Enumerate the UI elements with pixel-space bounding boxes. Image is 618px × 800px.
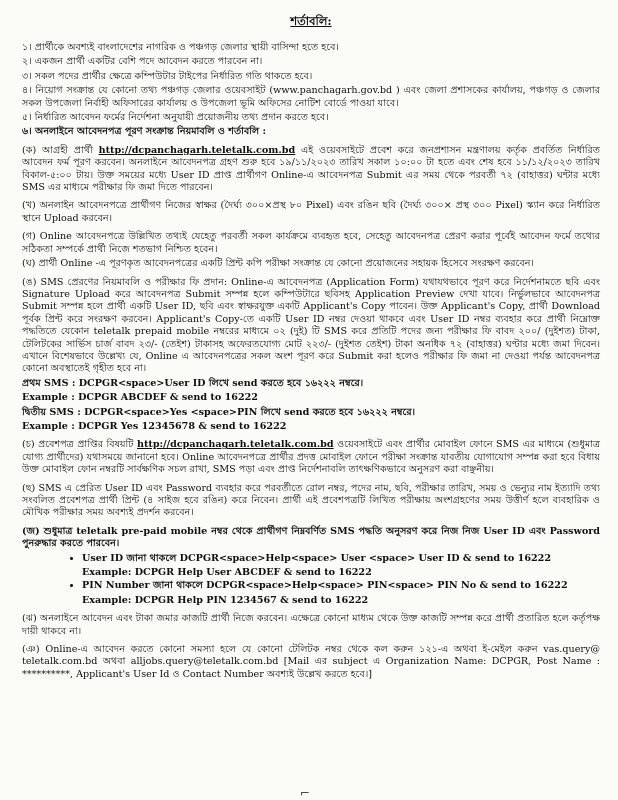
rule-ga: (গ) Online আবেদনপত্রে উল্লিখিত তথ্যই যেহেতু পরবর্তী সকল কার্যক্রমে ব্যবহৃত হবে, সেহেতু আবেদনপত্র প্রেরণ করার পূর্বেই আবেদন ফর্মে তথ্যের সঠিকতা সম্পর্কে প্রার্থী নিজে শতভাগ নিশ্চিত হবেন।: [22, 231, 600, 255]
rule-cha-lead: (চ) প্রবেশপত্র প্রাপ্তির বিষয়টি: [22, 439, 138, 451]
circular-document: [22, 14, 600, 683]
sms-first-example: Example : DCPGR ABCDEF & send to 16222: [22, 392, 258, 404]
rule-cha-text: ওয়েবসাইটে এবং প্রার্থীর মোবাইল ফোনে SMS এর মাধ্যমে (শুধুমাত্র যোগ্য প্রার্থীদের) যথাসময়ে জানানো হবে। Online আবেদনপত্রে প্রার্থীর প্রদত্ত মোবাইল ফোনে পরীক্ষা সংক্রান্ত যাবতীয় যোগাযোগ সম্পন্ন করা হবে বিধায় উক্ত মোবাইল ফোন নম্বরটি সার্বক্ষণিক সচল রাখা, SMS পড়া এবং প্রাপ্ত নির্দেশনাবলি তাৎক্ষণিকভাবে অনুসরণ করা বাঞ্ছনীয়।: [22, 439, 600, 476]
recovery-list: [22, 553, 600, 565]
condition-6-heading: ৬। অনলাইনে আবেদনপত্র পূরণ সংক্রান্ত নিয়মাবলি ও শর্তাবলি :: [22, 126, 267, 138]
rule-gha: (ঘ) প্রার্থী Online -এ পূরণকৃত আবেদনপত্রের একটি প্রিন্ট কপি পরীক্ষা সংক্রান্ত যে কোনো প্রয়োজনের সহায়ক হিসেবে সংরক্ষণ করবেন।: [22, 258, 534, 270]
recovery-list-2: [22, 580, 600, 592]
sms-first: প্রথম SMS : DCPGR<space>User ID লিখে send করতে হবে ১৬২২২ নম্বরে।: [22, 377, 364, 389]
recovery-user-id: • User ID জানা থাকলে DCPGR<space>Help<space> User <space> User ID & send to 16222: [82, 553, 600, 565]
sms-second: দ্বিতীয় SMS : DCPGR<space>Yes <space>PIN লিখে send করতে হবে ১৬২২২ নম্বরে।: [22, 406, 416, 418]
recovery-user-id-example: Example: DCPGR Help User ABCDEF & send to 16222: [82, 567, 372, 579]
rule-uo: (ঙ) SMS প্রেরণের নিয়মাবলি ও পরীক্ষার ফি প্রদান: Online-এ আবেদনপত্র (Application Form) যথাযথভাবে পূরণ করে নির্দেশনামতে ছবি এবং Signature Upload করে আবেদনপত্র Submit সম্পন্ন হলে কম্পিউটারে ছবিসহ Application Preview দেখা যাবে। নির্ভুলভাবে আবেদনপত্র Submit সম্পন্ন হলে প্রার্থী একটি User ID, ছবি এবং স্বাক্ষরযুক্ত একটি Applicant's Copy পাবেন। উক্ত Applicant's Copy, প্রার্থী Download পূর্বক প্রিন্ট করে সংরক্ষণ করবেন। Applicant's Copy-তে একটি User ID নম্বর দেওয়া থাকবে এবং User ID নম্বর ব্যবহার করে প্রার্থী নিম্নোক্ত পদ্ধতিতে যেকোন teletalk prepaid mobile নম্বরের মাধ্যমে ০২ (দুই) টি SMS করে প্রতিটি পদের জন্য পরীক্ষার ফি বাবদ ২০০/ (দুইশত) টাকা, টেলিটকের সার্ভিস চার্জ বাবদ ২৩/- (তেইশ) টাকাসহ অফেরতযোগ্য মোট ২২৩/- (দুইশত তেইশ) টাকা অনধিক ৭২ (বাহাত্তর) ঘণ্টার মধ্যে জমা দিবেন। এখানে বিশেষভাবে উল্লেখ্য যে, Online এ আবেদনপত্রের সকল অংশ পূরণ করে Submit করা হলেও পরীক্ষার ফি জমা না দেওয়া পর্যন্ত আবেদনপত্র কোনো অবস্থাতেই গৃহীত হবে না।: [22, 276, 600, 375]
rule-ka: [22, 145, 600, 195]
condition-2: ২। একজন প্রার্থী একটির বেশি পদে আবেদন করতে পারবেন না।: [22, 56, 263, 68]
website-link[interactable]: http://dcpanchagarh.teletalk.com.bd: [98, 144, 296, 156]
page-title: শর্তাবলি:: [290, 14, 332, 28]
rule-kha: (খ) অনলাইন আবেদনপত্রে প্রার্থীগণ নিজের স্বাক্ষর (দৈর্ঘ্য ৩০০×প্রস্থ ৮০ Pixel) এবং রঙিন ছবি (দৈর্ঘ্য ৩০০× প্রস্থ ৩০০ Pixel) স্ক্যান করে নির্ধারিত স্থানে Upload করবেন।: [22, 200, 600, 224]
website-link-2[interactable]: http://dcpanchagarh.teletalk.com.bd: [137, 439, 334, 451]
condition-1: ১। প্রার্থীকে অবশ্যই বাংলাদেশের নাগরিক ও পঞ্চগড় জেলার স্থায়ী বাসিন্দা হতে হবে।: [22, 42, 339, 53]
rule-ka-text: এই ওয়েবসাইটে প্রবেশ করে জনপ্রশাসন মন্ত্রণালয় কর্তৃক প্রবর্তিত নির্ধারিত আবেদন ফর্ম পূরণ করবেন। অনলাইনে আবেদনপত্র গ্রহণ শুরু হবে ১৯/১১/২০২৩ তারিখ সকাল ১০:০০ টা হতে এবং শেষ হবে ১১/১২/২০২৩ তারিখ বিকাল-৫:০০ টায়। উক্ত সময়ের মধ্যে User ID প্রাপ্ত প্রার্থীগণ Online-এ আবেদনপত্র Submit এর সময় থেকে পরবর্তী ৭২ (বাহাত্তর) ঘন্টার মধ্যে SMS এর মাধ্যমে পরীক্ষার ফি জমা দিতে পারবেন।: [22, 144, 600, 194]
rule-cha: [22, 439, 600, 476]
condition-5: ৫। নির্ধারিত আবেদন ফর্মের নির্দেশনা অনুযায়ী প্রয়োজনীয় তথ্য প্রদান করতে হবে।: [22, 112, 329, 124]
rule-chha: (ছ) SMS এ প্রেরিত User ID এবং Password ব্যবহার করে পরবর্তীতে রোল নম্বর, পদের নাম, ছবি, পরীক্ষার তারিখ, সময় ও ভেন্যুর নাম ইত্যাদি তথ্য সংবলিত প্রবেশপত্র প্রার্থী প্রিন্ট (৪ সাইজ হবে রঙিন) করে নিবেন। প্রার্থী এই প্রবেশপত্রটি লিখিত পরীক্ষায় অংশগ্রহণের সময় উত্তীর্ণ হলে ব্যবহারিক ও মৌখিক পরীক্ষার সময় অবশ্যই প্রদর্শন করবেন।: [22, 482, 600, 519]
recovery-pin: • PIN Number জানা থাকলে DCPGR<space>Help<space> PIN<space> PIN No & send to 16222: [82, 580, 600, 592]
condition-3: ৩। সকল পদের প্রার্থীর ক্ষেত্রে কম্পিউটার টাইপের নির্ধারিত গতি থাকতে হবে।: [22, 70, 313, 82]
rule-ka-lead: (ক) আগ্রহী প্রার্থী: [22, 144, 99, 156]
sms-second-example: Example : DCPGR Yes 12345678 & send to 16222: [22, 420, 287, 432]
recovery-pin-example: Example: DCPGR Help PIN 1234567 & send to 16222: [82, 594, 369, 606]
rule-jha: (ঝ) অনলাইনে আবেদন এবং টাকা জমার কাজটি প্রার্থী নিজে করবেন। এক্ষেত্রে কোনো মাধ্যম থেকে উক্ত কাজটি সম্পন্ন করে প্রার্থী প্রতারিত হলে কর্তৃপক্ষ দায়ী থাকবে না।: [22, 613, 600, 637]
rule-ja: (জ) শুধুমাত্র teletalk pre-paid mobile নম্বর থেকে প্রার্থীগণ নিম্নবর্ণিত SMS পদ্ধতি অনুসরণ করে নিজ নিজ User ID এবং Password পুনরুদ্ধার করতে পারবেন।: [22, 525, 600, 550]
condition-4: ৪। নিয়োগ সংক্রান্ত যে কোনো তথ্য পঞ্চগড় জেলার ওয়েবসাইট (www.panchagarh.gov.bd ) এবং জেলা প্রশাসকের কার্যালয়, পঞ্চগড় ও জেলার সকল উপজেলা নির্বাহী অফিসারের কার্যালয় ও উপজেলা ভূমি অফিসের নোটিশ বোর্ডে পাওয়া যাবে।: [22, 85, 600, 109]
page-mark: ⌐: [300, 786, 311, 800]
rule-nya: (ঞ) Online-এ আবেদন করতে কোনো সমস্যা হলে যে কোনো টেলিটক নম্বর থেকে কল করুন ১২১-এ অথবা ই-মেইল করুন vas.query@ teletalk.com.bd অথবা alljobs.query@teletalk.com.bd [Mail এর subject এ Organization Name: DCPGR, Post Name : **********, Applicant's User Id ও Contact Number অবশ্যই উল্লেখ করতে হবে।]: [22, 644, 600, 680]
